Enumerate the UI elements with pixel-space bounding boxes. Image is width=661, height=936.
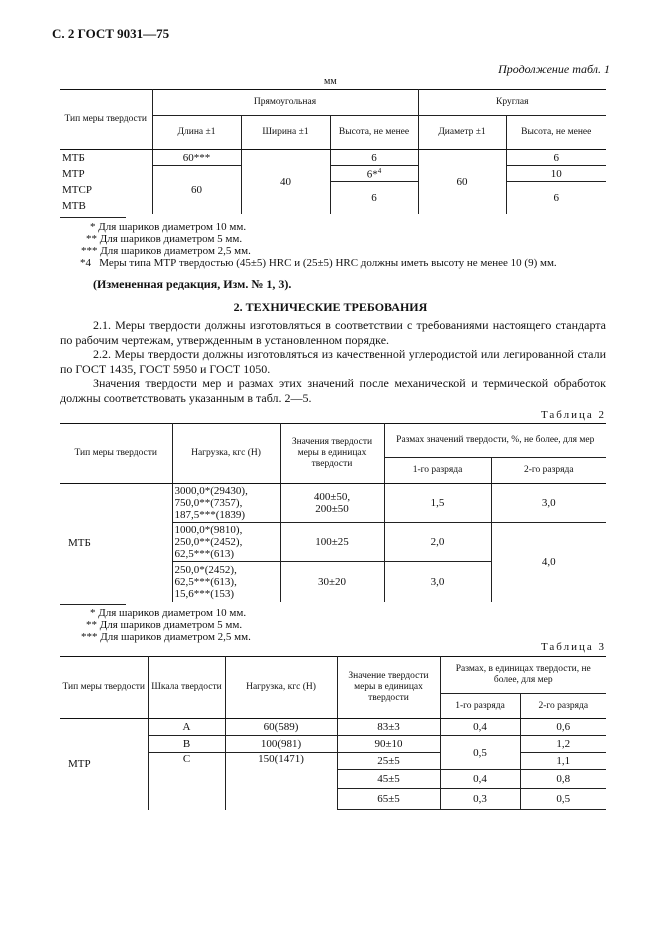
t2-col-cat2: 2-го разряда <box>491 458 606 484</box>
t3-cat1: 0,4 <box>440 719 520 736</box>
t1-hround-mtr: 10 <box>506 166 606 182</box>
table-2 <box>60 423 606 602</box>
t2-col-load: Нагрузка, кгс (Н) <box>172 424 280 484</box>
footnote-mark: *4 <box>80 257 91 269</box>
footnote <box>60 257 580 269</box>
paragraph-2-2: 2.2. Меры твердости должны изготовляться из качественной углеродистой или легированной стали по ГОСТ 1435, ГОСТ 5950 и ГОСТ 1050. <box>60 347 606 376</box>
t3-load: 100(981) <box>225 736 337 753</box>
t1-row-type: МТВ <box>60 198 152 214</box>
table-1 <box>60 89 606 214</box>
t2-type: МТБ <box>60 484 172 602</box>
t2-cat1: 2,0 <box>384 523 491 562</box>
t3-cat2: 0,5 <box>520 789 606 810</box>
table-continuation-label: Продолжение табл. 1 <box>498 62 610 76</box>
page-header: С. 2 ГОСТ 9031—75 <box>52 26 170 41</box>
t2-load <box>172 562 280 602</box>
t3-col-value: Значение твердости меры в единицах твердости <box>337 657 440 719</box>
t3-value: 83±3 <box>337 719 440 736</box>
t1-row-type: МТСР <box>60 182 152 198</box>
amendment-note: (Измененная редакция, Изм. № 1, 3). <box>93 277 292 291</box>
t3-cat2: 0,8 <box>520 770 606 789</box>
t2-load-line: 3000,0*(29430), <box>174 485 248 497</box>
t2-value-line: 200±50 <box>315 503 349 515</box>
footnote: * Для шариков диаметром 10 мм. <box>90 607 247 619</box>
t1-row-type: МТР <box>60 166 152 182</box>
t1-height-mtr: 6*$^4$ <box>330 166 418 182</box>
t3-value: 65±5 <box>337 789 440 810</box>
t3-cat1: 0,3 <box>440 789 520 810</box>
t1-height-mtb: 6 <box>330 150 418 166</box>
t3-cat2: 1,2 <box>520 736 606 753</box>
t1-col-width: Ширина ±1 <box>241 116 330 150</box>
t1-col-height-round: Высота, не менее <box>506 116 606 150</box>
t2-cat1: 1,5 <box>384 484 491 523</box>
t2-load-line: 15,6***(153) <box>174 587 235 600</box>
t1-width: 40 <box>241 150 330 214</box>
t1-col-diameter: Диаметр ±1 <box>418 116 506 150</box>
t2-load-line: 1000,0*(9810), <box>174 524 243 536</box>
table-3 <box>60 656 606 810</box>
table-3-title: Таблица 3 <box>540 641 606 653</box>
t2-col-value: Значения твердости меры в единицах твердости <box>280 424 384 484</box>
footnote: * Для шариков диаметром 10 мм. <box>90 221 247 233</box>
footnote: ** Для шариков диаметром 5 мм. <box>86 233 243 245</box>
t3-col-type: Тип меры твердости <box>60 657 148 719</box>
t2-value: 30±20 <box>280 562 384 602</box>
t1-footnotes <box>60 221 580 269</box>
t1-col-length: Длина ±1 <box>152 116 241 150</box>
t1-group-round: Круглая <box>418 90 606 116</box>
t1-row-type: МТБ <box>60 150 152 166</box>
t2-value-line: 400±50, <box>313 491 351 503</box>
t3-scale: B <box>148 736 225 753</box>
t2-load <box>172 523 280 562</box>
t3-value: 45±5 <box>337 770 440 789</box>
t1-col-height-rect: Высота, не менее <box>330 116 418 150</box>
t1-hround-mtb: 6 <box>506 150 606 166</box>
footnote-rule <box>60 604 126 605</box>
t3-cat2: 0,6 <box>520 719 606 736</box>
t3-col-scale: Шкала твердости <box>148 657 225 719</box>
t3-cat1: 0,5 <box>440 736 520 770</box>
t1-length-other: 60 <box>152 166 241 214</box>
footnote: ** Для шариков диаметром 5 мм. <box>86 619 243 631</box>
footnote-text: Меры типа МТР твердостью (45±5) HRC и (25±5) HRC должны иметь высоту не менее 10 (9) мм. <box>99 257 557 269</box>
t3-value: 90±10 <box>337 736 440 753</box>
units-label: мм <box>324 76 337 87</box>
t3-col-range: Размах, в единицах твердости, не более, для мер <box>440 657 606 694</box>
t3-type: МТР <box>60 719 148 810</box>
t2-load-line: 62,5***(613) <box>174 548 235 560</box>
section-title: 2. ТЕХНИЧЕСКИЕ ТРЕБОВАНИЯ <box>233 300 428 314</box>
t2-load-line: 62,5***(613), <box>174 575 237 588</box>
t3-scale: C <box>148 753 225 810</box>
t2-col-cat1: 1-го разряда <box>384 458 491 484</box>
t1-height-rest: 6 <box>330 182 418 214</box>
t3-col-cat2: 2-го разряда <box>520 694 606 719</box>
t1-col-type: Тип меры твердости <box>60 90 152 150</box>
footnote: *** Для шариков диаметром 2,5 мм. <box>81 245 251 257</box>
t3-load: 60(589) <box>225 719 337 736</box>
t3-load: 150(1471) <box>225 753 337 810</box>
paragraph-2-3: Значения твердости мер и размах этих значений после механической и термической обработок должны соответствовать указанным в табл. 2—5. <box>60 376 606 405</box>
footnote-rule <box>60 217 126 218</box>
t2-load-line: 250,0*(2452), <box>174 563 237 576</box>
t2-load-line: 187,5***(1839) <box>174 509 246 521</box>
t3-col-load: Нагрузка, кгс (Н) <box>225 657 337 719</box>
t2-load-line: 750,0**(7357), <box>174 497 243 509</box>
t2-cat2: 3,0 <box>491 484 606 523</box>
t2-load <box>172 484 280 523</box>
t2-load-line: 250,0**(2452), <box>174 536 243 548</box>
t2-footnotes <box>60 607 460 643</box>
t1-hround-rest: 6 <box>553 191 559 204</box>
t1-diameter: 60 <box>418 150 506 214</box>
t3-cat1: 0,4 <box>440 770 520 789</box>
t2-col-type: Тип меры твердости <box>60 424 172 484</box>
paragraph-2-1: 2.1. Меры твердости должны изготовляться в соответствии с требованиями настоящего стандарта по рабочим чертежам, утвержденным в установленном порядке. <box>60 318 606 347</box>
t2-col-range: Размах значений твердости, %, не более, для мер <box>384 424 606 458</box>
t1-group-rect: Прямоугольная <box>152 90 418 116</box>
t3-scale: A <box>148 719 225 736</box>
t2-value: 100±25 <box>280 523 384 562</box>
t2-cat2-merged: 4,0 <box>541 556 556 569</box>
t1-length-mtb: 60*** <box>152 150 241 166</box>
table-2-title: Таблица 2 <box>540 409 606 421</box>
t3-value: 25±5 <box>337 753 440 770</box>
t2-value <box>280 484 384 523</box>
t3-cat2: 1,1 <box>520 753 606 770</box>
footnote: *** Для шариков диаметром 2,5 мм. <box>81 631 251 643</box>
t3-col-cat1: 1-го разряда <box>440 694 520 719</box>
t2-cat1: 3,0 <box>384 562 491 602</box>
